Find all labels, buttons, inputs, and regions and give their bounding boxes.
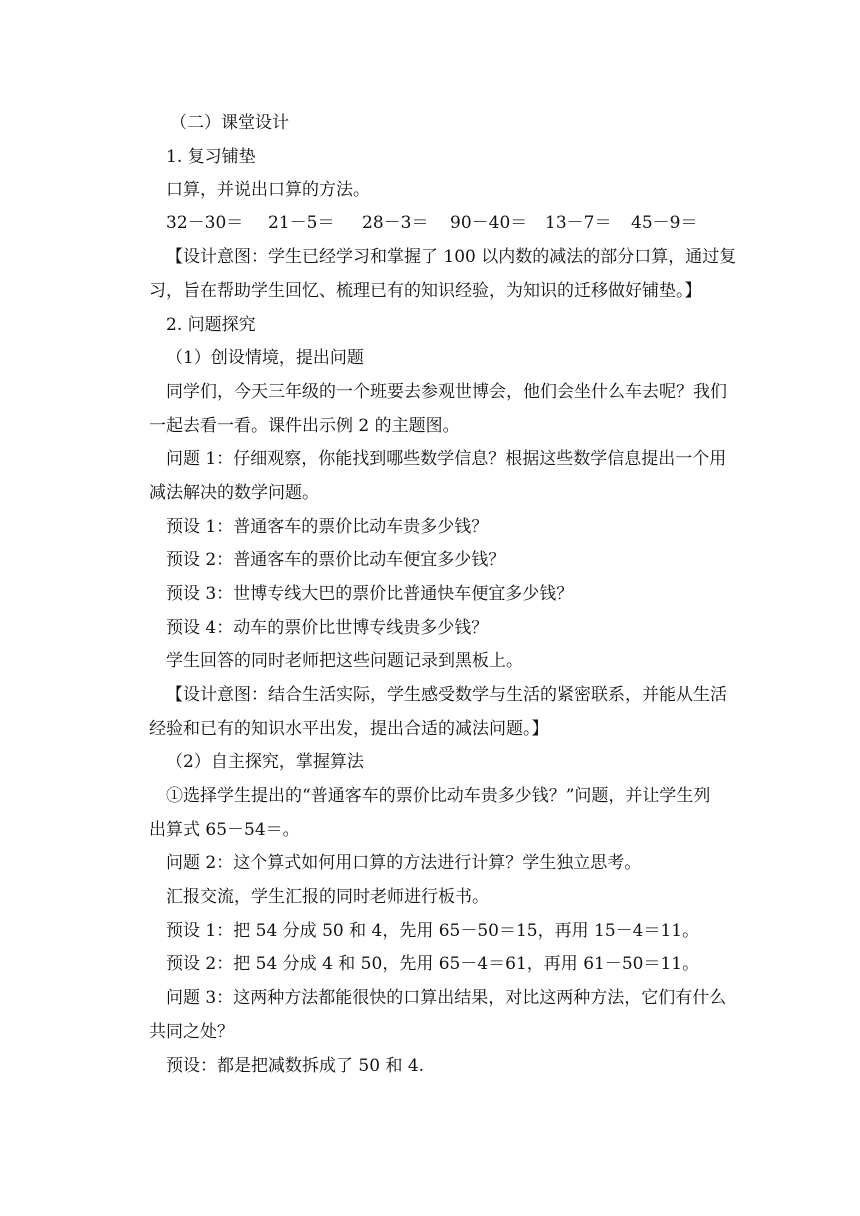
review-heading: 1. 复习铺垫	[166, 147, 256, 167]
preset-2: 预设 2：普通客车的票价比动车便宜多少钱？	[166, 550, 506, 570]
exercise-item: 45－9＝	[631, 213, 698, 233]
scene-line-2: 一起去看一看。课件出示例 2 的主题图。	[149, 416, 460, 436]
preset-1: 预设 1：普通客车的票价比动车贵多少钱？	[166, 517, 489, 537]
design-intent-1-line-2: 习，旨在帮助学生回忆、梳理已有的知识经验，为知识的迁移做好铺垫。】	[149, 281, 702, 301]
exercise-item: 32－30＝	[166, 213, 244, 233]
choose-line-1: ①选择学生提出的“普通客车的票价比动车贵多少钱？”问题，并让学生列	[166, 786, 711, 806]
report-line: 汇报交流，学生汇报的同时老师进行板书。	[166, 887, 489, 907]
final-preset: 预设：都是把减数拆成了 50 和 4.	[166, 1056, 425, 1076]
exercise-row	[0, 211, 860, 235]
review-instruction: 口算，并说出口算的方法。	[166, 180, 370, 200]
record-line: 学生回答的同时老师把这些问题记录到黑板上。	[166, 651, 523, 671]
preset-3: 预设 3：世博专线大巴的票价比普通快车便宜多少钱？	[166, 584, 574, 604]
question-3-line-1: 问题 3：这两种方法都能很快的口算出结果，对比这两种方法，它们有什么	[166, 988, 727, 1008]
exercise-item: 90－40＝	[450, 213, 528, 233]
design-intent-2-line-1: 【设计意图：结合生活实际，学生感受数学与生活的紧密联系，并能从生活	[166, 685, 727, 705]
section-heading: （二）课堂设计	[170, 113, 289, 133]
design-intent-1-line-1: 【设计意图：学生已经学习和掌握了 100 以内数的减法的部分口算，通过复	[166, 247, 737, 267]
explore-heading: 2. 问题探究	[166, 315, 256, 335]
preset-4: 预设 4：动车的票价比世博专线贵多少钱？	[166, 618, 489, 638]
design-intent-2-line-2: 经验和已有的知识水平出发，提出合适的减法问题。】	[149, 719, 549, 739]
question-1-line-1: 问题 1：仔细观察，你能找到哪些数学信息？根据这些数学信息提出一个用	[166, 449, 727, 469]
exercise-item: 13－7＝	[545, 213, 612, 233]
question-1-line-2: 减法解决的数学问题。	[149, 483, 319, 503]
method-2: 预设 2：把 54 分成 4 和 50，先用 65－4＝61，再用 61－50＝11。	[166, 954, 700, 974]
exercise-item: 21－5＝	[268, 213, 335, 233]
choose-line-2: 出算式 65－54＝。	[149, 820, 300, 840]
method-1: 预设 1：把 54 分成 50 和 4，先用 65－50＝15，再用 15－4＝11。	[166, 921, 700, 941]
sub-heading-2: （2）自主探究，掌握算法	[166, 752, 364, 772]
question-2-line: 问题 2：这个算式如何用口算的方法进行计算？学生独立思考。	[166, 853, 642, 873]
question-3-line-2: 共同之处？	[149, 1022, 234, 1042]
exercise-item: 28－3＝	[362, 213, 429, 233]
scene-line-1: 同学们，今天三年级的一个班要去参观世博会，他们会坐什么车去呢？我们	[166, 382, 727, 402]
sub-heading-1: （1）创设情境，提出问题	[166, 348, 364, 368]
